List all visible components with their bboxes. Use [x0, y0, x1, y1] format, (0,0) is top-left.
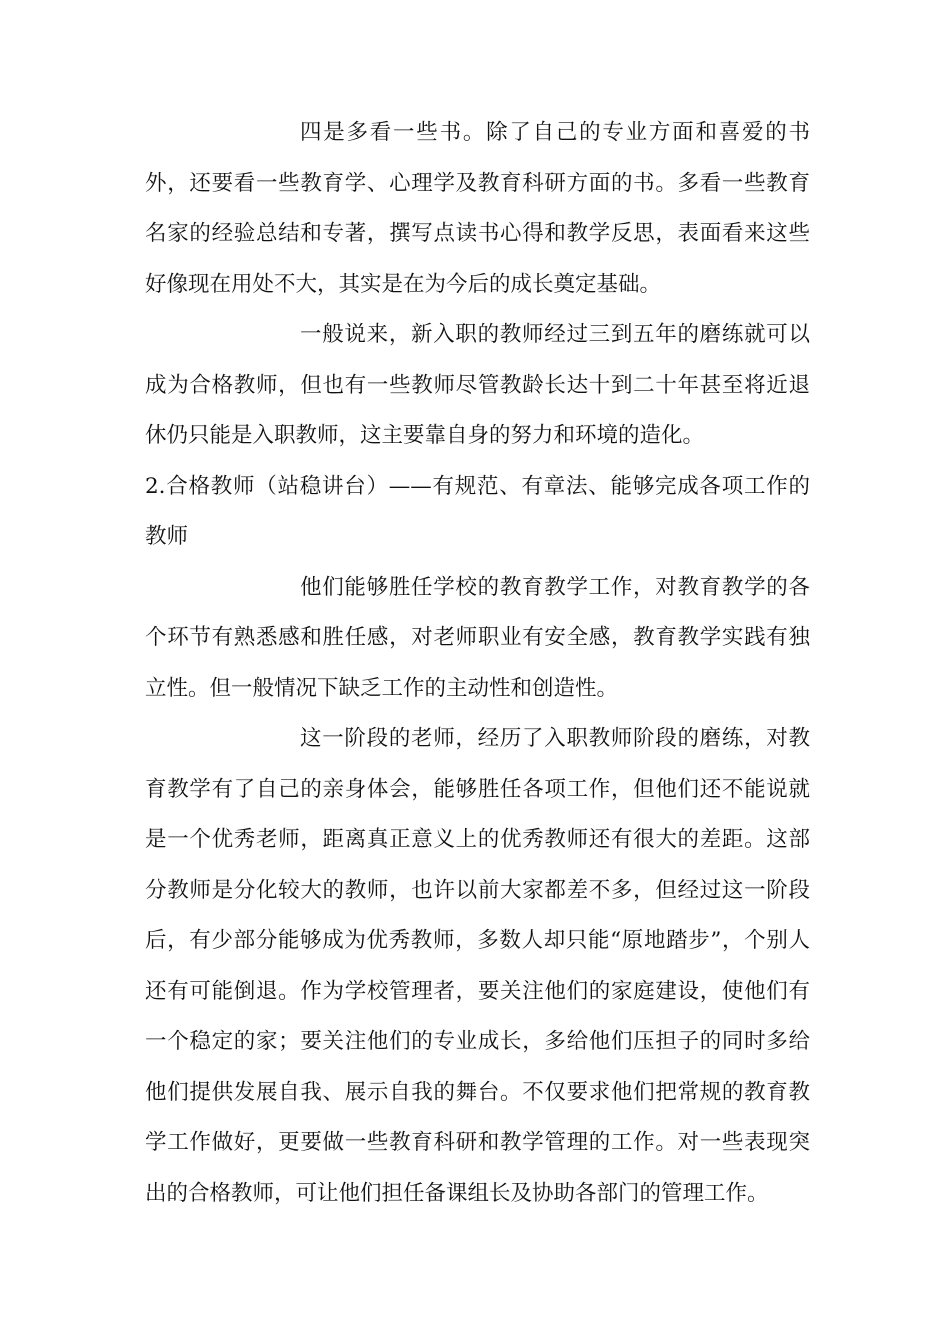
- paragraph-reading-books: 四是多看一些书。除了自己的专业方面和喜爱的书外，还要看一些教育学、心理学及教育科研方面的书。多看一些教育名家的经验总结和专著，撰写点读书心得和教学反思，表面看来这些好像现在用处不大，其实是在为今后的成长奠定基础。: [145, 120, 810, 297]
- paragraph-qualified-teacher-traits: 他们能够胜任学校的教育教学工作，对教育教学的各个环节有熟悉感和胜任感，对老师职业有安全感，教育教学实践有独立性。但一般情况下缺乏工作的主动性和创造性。: [145, 574, 810, 701]
- document-body: [145, 108, 810, 1219]
- paragraph-new-teacher-growth: 一般说来，新入职的教师经过三到五年的磨练就可以成为合格教师，但也有一些教师尽管教龄长达十到二十年甚至将近退休仍只能是入职教师，这主要靠自身的努力和环境的造化。: [145, 322, 810, 448]
- section-heading-qualified-teacher: 2.合格教师（站稳讲台）——有规范、有章法、能够完成各项工作的教师: [145, 473, 810, 549]
- paragraph-qualified-teacher-management: 这一阶段的老师，经历了入职教师阶段的磨练，对教育教学有了自己的亲身体会，能够胜任各项工作，但他们还不能说就是一个优秀老师，距离真正意义上的优秀教师还有很大的差距。这部分教师是分化较大的教师，也许以前大家都差不多，但经过这一阶段后，有少部分能够成为优秀教师，多数人却只能“原地踏步”，个别人还有可能倒退。作为学校管理者，要关注他们的家庭建设，使他们有一个稳定的家；要关注他们的专业成长，多给他们压担子的同时多给他们提供发展自我、展示自我的舞台。不仅要求他们把常规的教育教学工作做好，更要做一些教育科研和教学管理的工作。对一些表现突出的合格教师，可让他们担任备课组长及协助各部门的管理工作。: [145, 726, 810, 1206]
